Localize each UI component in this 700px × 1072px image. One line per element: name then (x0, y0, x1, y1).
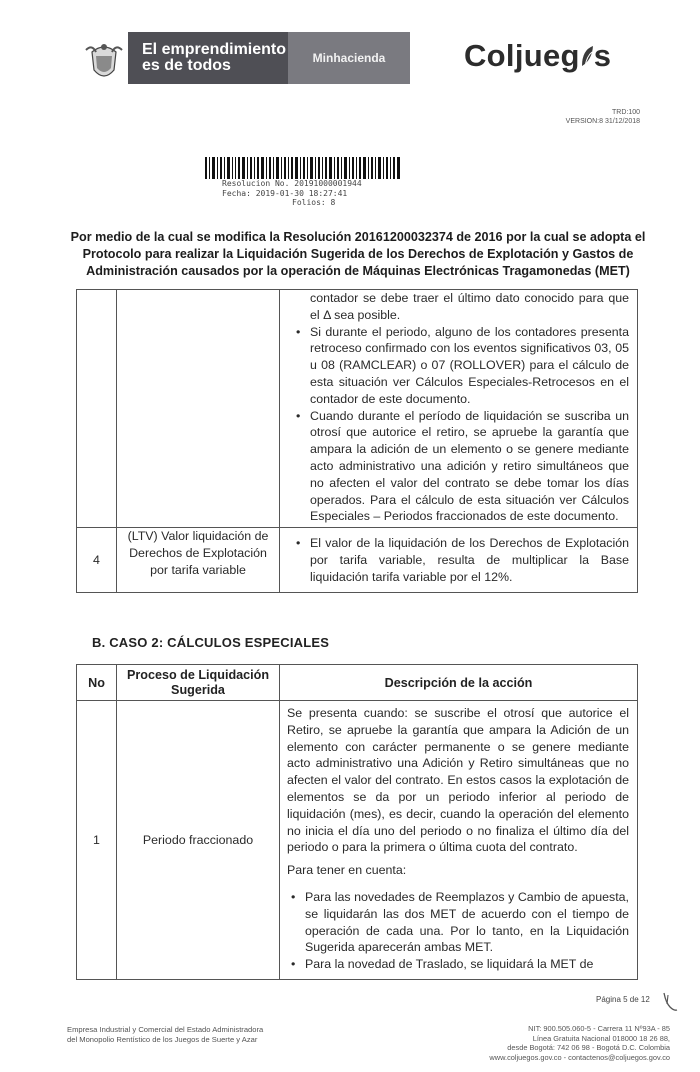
footer-line: desde Bogotá: 742 06 98 - Bogotá D.C. Colombia (507, 1043, 670, 1052)
table-cell-no: 1 (77, 701, 117, 980)
list-item: • Cuando durante el período de liquidación se suscriba un otrosí que autorice el retiro, se apruebe la garantía que ampara la adición de un elemento o se genere mediante acto administrativo una adición y retiro simultáneos que no afecten el valor del contrato se debe tomar los días operados. Para el cálculo de esta situación ver Cálculos Especiales – Periodos fraccionados de este documento. (296, 408, 629, 526)
special-calculations-table (76, 664, 638, 980)
section-heading: B. CASO 2: CÁLCULOS ESPECIALES (92, 635, 330, 650)
pen-mark-icon (662, 991, 678, 1013)
list-item: contador se debe traer el último dato conocido para que el Δ sea posible. (310, 291, 629, 322)
table-cell-descripcion (280, 290, 638, 528)
banner-line-2: es de todos (142, 57, 231, 74)
footer-line: Línea Gratuita Nacional 018000 18 26 88, (532, 1033, 670, 1043)
banner-line-1: El emprendimiento (142, 41, 287, 58)
document-version-info (566, 108, 640, 126)
trd-code: TRD:100 (611, 109, 640, 116)
leaf-icon (580, 40, 594, 64)
table-cell-descripcion (280, 528, 638, 592)
footer-line: del Monopolio Rentístico de los Juegos de Suerte y Azar (67, 1035, 258, 1044)
barcode (205, 157, 400, 179)
list-item: • El valor de la liquidación de los Derechos de Explotación por tarifa variable, resulta de multiplicar la Base liquidación tarifa variable por el 12%. (296, 535, 629, 585)
ministry-label: Minhacienda (288, 32, 410, 84)
barcode-bars (205, 157, 400, 179)
government-banner (128, 32, 410, 84)
resolution-number: Resolucion No. 20191000001944 (222, 179, 362, 188)
table-cell-no: 4 (77, 528, 117, 592)
table-cell-proceso: Periodo fraccionado (117, 701, 280, 980)
barcode-caption (222, 179, 362, 208)
footer-contact (489, 1024, 670, 1062)
table-cell-proceso: (LTV) Valor liquidación de Derechos de Explotación por tarifa variable (117, 528, 280, 592)
column-header-proceso: Proceso de Liquidación Sugerida (117, 665, 280, 701)
table-row (77, 701, 638, 980)
column-header-descripcion: Descripción de la acción (280, 665, 638, 701)
resolution-date: Fecha: 2019-01-30 18:27:41 (222, 188, 348, 198)
table-cell-no (77, 290, 117, 528)
coljuegos-logo (464, 38, 611, 74)
footer-line: NIT: 900.505.060-5 - Carrera 11 Nº93A - 85 (528, 1024, 670, 1033)
description-paragraph: Se presenta cuando: se suscribe el otrosí que autorice el Retiro, se apruebe la garantía que ampara la Adición de un elemento con carácter permanente o se genere mediante acto administrativo una Adición y Retiro simultáneas que no afecten el valor del contrato. En estos casos la explotación de elementos se da por un periodo inferior al periodo de liquidación (mes), es decir, cuando la operación del elemento no inicia el día uno del periodo o no finaliza el último día del periodo o para la primera o última cuota del contrato. (287, 706, 629, 855)
liquidation-table-continued (76, 289, 638, 593)
brand-text: Coljueg (464, 38, 580, 73)
column-header-no: No (77, 665, 117, 701)
description-note: Para tener en cuenta: (287, 863, 407, 878)
list-item: • Para la novedad de Traslado, se liquidará la MET de (287, 956, 629, 973)
footer-line: Empresa Industrial y Comercial del Estado Administradora (67, 1025, 264, 1034)
footer-line: www.coljuegos.gov.co - contactenos@coljuegos.gov.co (489, 1052, 670, 1062)
colombia-coat-of-arms-icon (84, 40, 124, 84)
version-code: VERSION:8 31/12/2018 (565, 118, 640, 125)
footer-company (67, 1025, 263, 1045)
page-number: Página 5 de 12 (596, 995, 650, 1004)
table-row (77, 528, 638, 592)
document-title: Por medio de la cual se modifica la Resolución 20161200032374 de 2016 por la cual se adopta el Protocolo para realizar la Liquidación Sugerida de los Derechos de Explotación y Gastos de Administración causados por la operación de Máquinas Electrónicas Tragamonedas (MET) (70, 230, 646, 278)
table-header-row (77, 665, 638, 701)
list-item: • Si durante el periodo, alguno de los contadores presenta retroceso confirmado con los eventos significativos 03, 05 u 08 (RAMCLEAR) o 07 (ROLLOVER) para el cálculo de esta situación ver Cálculos Especiales-Retrocesos en el contador de este documento. (296, 324, 629, 408)
folios-count: Folios: 8 (292, 198, 336, 207)
list-item: • Para las novedades de Reemplazos y Cambio de apuesta, se liquidarán las dos MET de acuerdo con el tiempo de operación de cada una. Por lo tanto, en la Liquidación Sugerida aparecerán ambas MET. (287, 889, 629, 956)
brand-tail: s (593, 38, 612, 73)
table-cell-descripcion (280, 701, 638, 980)
table-row (77, 290, 638, 528)
table-cell-proceso (117, 290, 280, 528)
